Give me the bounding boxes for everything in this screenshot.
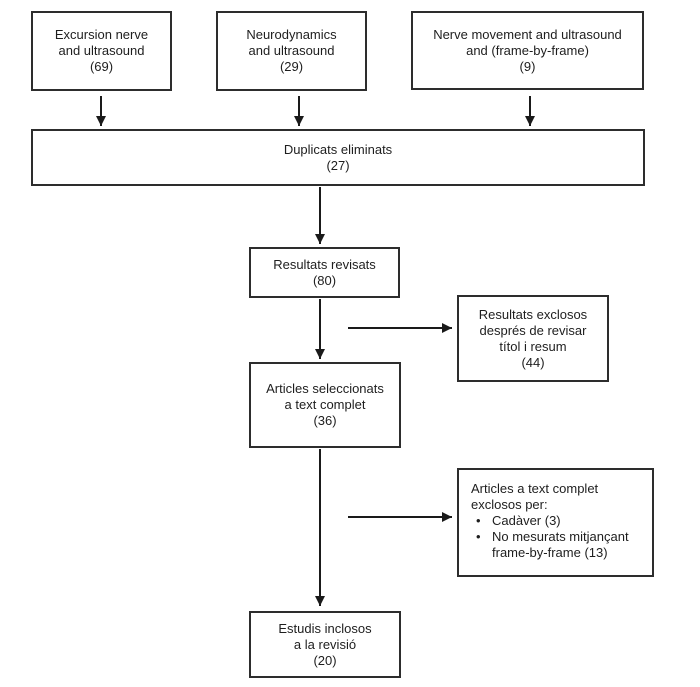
- box-text-line: títol i resum: [499, 338, 567, 354]
- box-text-line: Articles a text complet: [471, 481, 599, 496]
- box-fulltext-excluded: [457, 468, 654, 577]
- exclusion-reason-item: • Cadàver (3): [471, 513, 646, 529]
- box-text-line: and ultrasound: [58, 43, 145, 58]
- box-search-neurodynamics: [216, 11, 367, 91]
- box-text-line: a text complet: [284, 397, 366, 412]
- box-text-line: Excursion nerve: [54, 27, 149, 42]
- exclusion-reason-item: • No mesurats mitjançant frame-by-frame (13): [471, 529, 646, 561]
- box-text-line: a la revisió: [293, 636, 357, 652]
- box-excluded-title-abstract: [457, 295, 609, 382]
- box-text-line: exclosos per:: [471, 497, 548, 512]
- box-duplicates-removed: [31, 129, 645, 186]
- box-count: (20): [313, 652, 337, 668]
- box-text-line: Resultats exclosos: [478, 306, 588, 322]
- box-fulltext-selected: [249, 362, 401, 448]
- box-text-line: Neurodynamics: [246, 27, 337, 42]
- box-count: (29): [279, 59, 304, 74]
- box-count: (9): [519, 58, 536, 74]
- box-text-line: Estudis inclosos: [278, 620, 372, 636]
- box-count: (27): [326, 157, 350, 173]
- box-text-line: Duplicats eliminats: [283, 141, 393, 157]
- box-search-excursion-nerve: [31, 11, 172, 91]
- box-text-line: and ultrasound: [248, 43, 335, 58]
- box-count: (69): [89, 59, 114, 74]
- box-results-reviewed: [249, 247, 400, 298]
- box-count: (80): [312, 272, 337, 288]
- box-text-line: and (frame-by-frame): [466, 42, 589, 58]
- box-text-line: Articles seleccionats: [266, 381, 384, 396]
- exclusion-reason-list: [471, 513, 646, 561]
- box-text-line: Resultats revisats: [273, 256, 376, 272]
- box-text-line: Nerve movement and ultrasound: [433, 26, 622, 42]
- box-studies-included: [249, 611, 401, 678]
- box-search-nerve-movement: [411, 11, 644, 90]
- box-count: (44): [521, 354, 545, 370]
- box-count: (36): [313, 413, 337, 428]
- box-text-line: després de revisar: [479, 322, 587, 338]
